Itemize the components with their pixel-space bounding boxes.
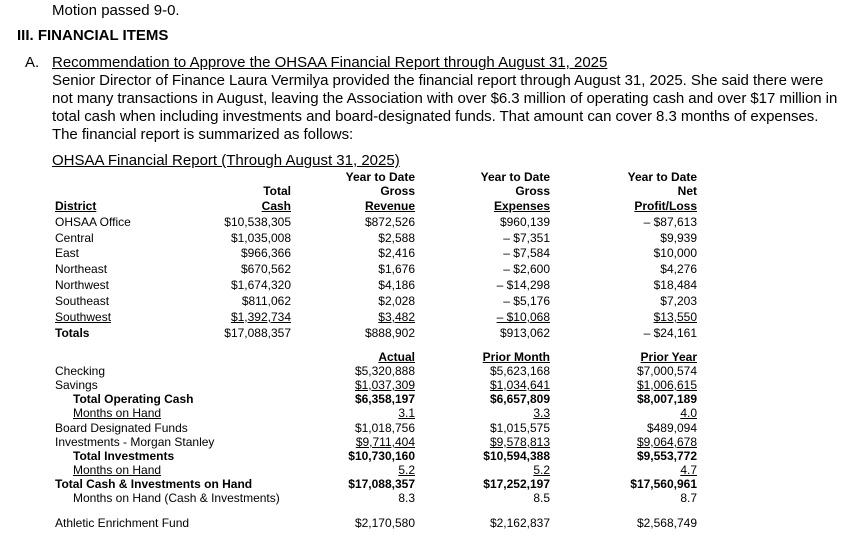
- district-name: Central: [55, 231, 94, 245]
- district-expenses: – $7,351: [503, 231, 550, 245]
- cash-row-prior-year: $8,007,189: [636, 392, 697, 406]
- district-cash: $670,562: [240, 262, 291, 276]
- district-revenue: $2,028: [378, 294, 415, 308]
- district-profit: $7,203: [660, 294, 697, 308]
- district-expenses: $960,139: [499, 215, 550, 229]
- cash-row-actual: $1,018,756: [354, 421, 415, 435]
- motion-result: Motion passed 9-0.: [52, 2, 180, 19]
- district-name: Southwest: [55, 310, 112, 324]
- cash-row-prior-year: $2,568,749: [636, 516, 697, 530]
- district-revenue: $1,676: [378, 262, 415, 276]
- district-profit: $4,276: [660, 262, 697, 276]
- district-profit: $18,484: [653, 278, 697, 292]
- cash-row-prior-month: 5.2: [533, 463, 550, 477]
- cash-row-actual: $5,320,888: [354, 364, 415, 378]
- district-expenses: – $2,600: [503, 262, 550, 276]
- cash-row-prior-year: $9,064,678: [636, 435, 697, 449]
- header-revenue-line3: Revenue: [364, 199, 415, 213]
- district-revenue: $2,588: [378, 231, 415, 245]
- cash-row-prior-year: $9,553,772: [636, 449, 697, 463]
- cash-row-prior-month: $9,578,813: [489, 435, 550, 449]
- district-revenue: $872,526: [364, 215, 415, 229]
- cash-row-label: Months on Hand: [73, 463, 162, 477]
- header-profit-line3: Profit/Loss: [634, 199, 697, 213]
- district-revenue: $4,186: [378, 278, 415, 292]
- header-actual: Actual: [378, 350, 415, 364]
- district-profit: – $87,613: [643, 215, 697, 229]
- totals-cash: $17,088,357: [224, 326, 291, 340]
- district-cash: $966,366: [240, 246, 291, 260]
- cash-row-prior-month: 8.5: [533, 491, 550, 505]
- cash-row-actual: $1,037,309: [354, 378, 415, 392]
- item-title: Recommendation to Approve the OHSAA Financial Report through August 31, 2025: [52, 54, 608, 71]
- cash-row-actual: $9,711,404: [355, 435, 415, 449]
- district-name: OHSAA Office: [55, 215, 131, 229]
- cash-row-actual: $17,088,357: [348, 477, 415, 491]
- cash-row-label: Months on Hand (Cash & Investments): [73, 491, 280, 505]
- item-body: Senior Director of Finance Laura Vermilya provided the financial report through August 31, 2025. She said there were not many transactions in August, leaving the Association with over $6.3 million of operating cash and over $17 million in total cash when including investments and board-designated funds. That amount can cover 8.3 months of expenses. The financial report is summarized as follows:: [52, 72, 838, 143]
- district-expenses: – $14,298: [496, 278, 550, 292]
- cash-row-actual: 8.3: [398, 491, 415, 505]
- district-name: Northwest: [55, 278, 110, 292]
- header-expenses-line3: Expenses: [493, 199, 550, 213]
- cash-row-actual: $2,170,580: [354, 516, 415, 530]
- district-expenses: – $7,584: [503, 246, 550, 260]
- district-expenses: – $10,068: [496, 310, 550, 324]
- district-cash: $811,062: [241, 294, 291, 308]
- district-cash: $1,674,320: [230, 278, 291, 292]
- cash-row-prior-month: $1,034,641: [489, 378, 550, 392]
- totals-revenue: $888,902: [364, 326, 415, 340]
- item-letter: A.: [25, 54, 40, 71]
- header-district-label: District: [55, 199, 97, 213]
- header-expenses-line1: Year to Date: [480, 170, 550, 184]
- cash-row-prior-month: $5,623,168: [489, 364, 550, 378]
- cash-row-prior-year: 4.0: [680, 406, 697, 420]
- section-heading: III. FINANCIAL ITEMS: [17, 27, 169, 44]
- district-name: East: [55, 246, 80, 260]
- totals-expenses: $913,062: [499, 326, 550, 340]
- header-revenue-line1: Year to Date: [345, 170, 415, 184]
- cash-row-label: Athletic Enrichment Fund: [55, 516, 190, 530]
- cash-row-prior-month: $1,015,575: [489, 421, 550, 435]
- district-name: Southeast: [55, 294, 110, 308]
- district-expenses: – $5,176: [503, 294, 550, 308]
- cash-row-actual: 5.2: [398, 463, 415, 477]
- cash-row-label: Checking: [55, 364, 106, 378]
- header-total-cash-line1: Total: [263, 184, 291, 198]
- header-revenue-line2: Gross: [380, 184, 415, 198]
- cash-row-actual: 3.1: [398, 406, 415, 420]
- district-revenue: $3,482: [378, 310, 415, 324]
- district-name: Northeast: [55, 262, 108, 276]
- header-profit-line2: Net: [677, 184, 697, 198]
- district-revenue: $2,416: [378, 246, 415, 260]
- cash-row-prior-month: $17,252,197: [483, 477, 550, 491]
- cash-row-prior-year: $17,560,961: [630, 477, 697, 491]
- header-prior-year: Prior Year: [640, 350, 697, 364]
- header-expenses-line2: Gross: [515, 184, 550, 198]
- totals-profit: – $24,161: [643, 326, 697, 340]
- cash-row-label: Months on Hand: [73, 406, 162, 420]
- totals-label: Totals: [55, 326, 90, 340]
- header-profit-line1: Year to Date: [627, 170, 697, 184]
- cash-row-label: Savings: [55, 378, 98, 392]
- cash-row-prior-month: $10,594,388: [483, 449, 550, 463]
- report-title: OHSAA Financial Report (Through August 31, 2025): [52, 152, 400, 169]
- header-prior-month: Prior Month: [482, 350, 550, 364]
- cash-row-label: Total Cash & Investments on Hand: [55, 477, 253, 491]
- cash-row-prior-month: 3.3: [533, 406, 550, 420]
- cash-row-prior-month: $2,162,837: [489, 516, 550, 530]
- district-cash: $1,392,734: [230, 310, 291, 324]
- cash-row-label: Investments - Morgan Stanley: [55, 435, 215, 449]
- cash-row-prior-year: $7,000,574: [636, 364, 697, 378]
- cash-row-actual: $6,358,197: [354, 392, 415, 406]
- district-cash: $1,035,008: [230, 231, 291, 245]
- cash-row-prior-year: $489,094: [646, 421, 697, 435]
- district-profit: $10,000: [653, 246, 697, 260]
- cash-row-label: Total Investments: [73, 449, 175, 463]
- cash-row-prior-month: $6,657,809: [489, 392, 550, 406]
- district-profit: $13,550: [653, 310, 697, 324]
- district-cash: $10,538,305: [224, 215, 291, 229]
- cash-row-prior-year: 8.7: [680, 491, 697, 505]
- header-total-cash-line2: Cash: [261, 199, 291, 213]
- cash-row-prior-year: 4.7: [680, 463, 697, 477]
- cash-row-label: Total Operating Cash: [73, 392, 194, 406]
- district-profit: $9,939: [660, 231, 697, 245]
- cash-row-label: Board Designated Funds: [55, 421, 188, 435]
- cash-row-actual: $10,730,160: [348, 449, 415, 463]
- cash-row-prior-year: $1,006,615: [636, 378, 697, 392]
